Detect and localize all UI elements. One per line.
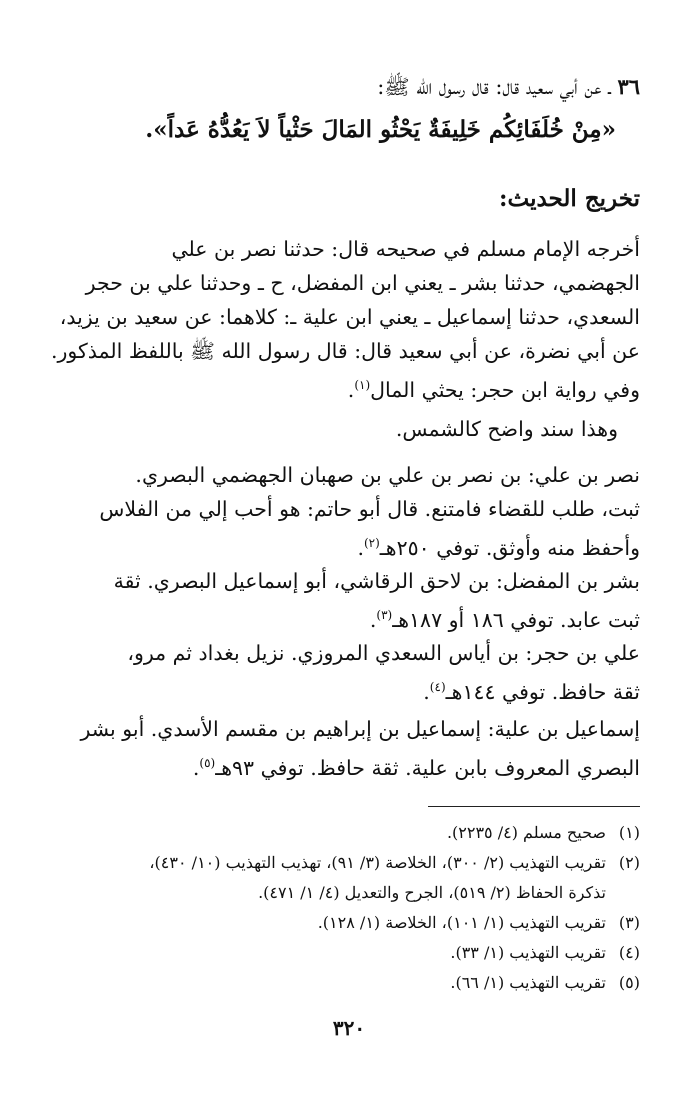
section-heading: تخريج الحديث:: [499, 185, 640, 212]
paragraph-line: السعدي، حدثنا إسماعيل ـ يعني ابن علية ـ: كلاهما: عن سعيد بن يزيد،: [59, 305, 640, 329]
paragraph-ismail: [40, 712, 640, 785]
paragraph-line: الجهضمي، حدثنا بشر ـ يعني ابن المفضل، ح ـ وحدثنا علي بن حجر: [85, 271, 640, 295]
paragraph-line: ثقة حافظ. توفي ١٤٤هـ$^{(٤)}$.: [423, 679, 640, 704]
paragraph-line-text: وأحفظ منه وأوثق. توفي ٢٥٠هـ: [379, 535, 640, 560]
footnote-number: (٤): [618, 943, 640, 962]
footnote-number: (٣): [618, 913, 640, 932]
footnote-ref[interactable]: (١): [354, 378, 371, 392]
paragraph-nasr: [40, 458, 640, 565]
hadith-text: «مِنْ خُلَفَائِكُم خَلِيفَةٌ يَحْثُو المَالَ حَثْياً لاَ يَعُدُّهُ عَداً».: [145, 116, 616, 143]
paragraph-line: علي بن حجر: بن أياس السعدي المروزي. نزيل بغداد ثم مرو،: [127, 641, 640, 665]
paragraph-sanad: [40, 412, 618, 446]
footnote: [40, 848, 640, 878]
footnote: [40, 908, 640, 938]
footnote: [40, 938, 640, 968]
footnote-text: صحيح مسلم (٤/ ٢٢٣٥).: [446, 823, 606, 842]
paragraph-line-text: ثبت عابد. توفي ١٨٦ أو ١٨٧هـ: [392, 607, 640, 632]
footnote: [40, 968, 640, 998]
footnote-ref[interactable]: (٣): [376, 608, 393, 622]
paragraph-line: إسماعيل بن علية: إسماعيل بن إبراهيم بن مقسم الأسدي. أبو بشر: [80, 717, 640, 741]
paragraph-bishr: [40, 564, 640, 637]
hadith-intro: [40, 70, 640, 104]
paragraph-line: وأحفظ منه وأوثق. توفي ٢٥٠هـ$^{(٢)}$.: [357, 535, 640, 560]
hadith-number: ٣٦: [617, 74, 640, 99]
footnote-text: تقريب التهذيب (١/ ١٠١)، الخلاصة (١/ ١٢٨).: [317, 913, 606, 932]
page-number: ٣٢٠: [332, 1016, 366, 1040]
footnotes: [40, 818, 640, 998]
paragraph-line: ثبت، طلب للقضاء فامتنع. قال أبو حاتم: هو أحب إلي من الفلاس: [99, 497, 640, 521]
footnote-ref[interactable]: (٥): [199, 756, 216, 770]
footnote-number: (١): [618, 823, 640, 842]
footnote-text: تقريب التهذيب (٢/ ٣٠٠)، الخلاصة (٣/ ٩١)، تهذيب التهذيب (١٠/ ٤٣٠)،: [149, 853, 606, 872]
paragraph-line-text: ثقة حافظ. توفي ١٤٤هـ: [445, 679, 640, 704]
paragraph-line: نصر بن علي: بن نصر بن علي بن صهبان الجهضمي البصري.: [135, 463, 640, 487]
paragraph-line: ثبت عابد. توفي ١٨٦ أو ١٨٧هـ$^{(٣)}$.: [369, 607, 640, 632]
paragraph-line: بشر بن المفضل: بن لاحق الرقاشي، أبو إسماعيل البصري. ثقة: [113, 569, 640, 593]
footnote-text: تقريب التهذيب (١/ ٣٣).: [450, 943, 606, 962]
paragraph-ali: [40, 636, 640, 709]
footnote-separator: [428, 806, 640, 807]
footnote-number: (٢): [618, 853, 640, 872]
hadith-intro-text: ـ عن أبي سعيد قال: قال رسول الله ﷺ:: [377, 75, 611, 99]
footnote-continuation: تذكرة الحفاظ (٢/ ٥١٩)، الجرح والتعديل (٤/ ١/ ٤٧١).: [258, 883, 606, 902]
footnote-ref[interactable]: (٤): [429, 680, 446, 694]
paragraph-line: عن أبي نضرة، عن أبي سعيد قال: قال رسول الله ﷺ باللفظ المذكور.: [51, 339, 640, 363]
paragraph-line: وهذا سند واضح كالشمس.: [395, 417, 618, 441]
paragraph-line: أخرجه الإمام مسلم في صحيحه قال: حدثنا نصر بن علي: [171, 237, 640, 261]
paragraph-takhrij: [40, 232, 640, 407]
paragraph-line: البصري المعروف بابن علية. ثقة حافظ. توفي ٩٣هـ$^{(٥)}$.: [192, 755, 640, 780]
footnote: [40, 818, 640, 848]
paragraph-line-text: البصري المعروف بابن علية. ثقة حافظ. توفي ٩٣هـ: [215, 755, 640, 780]
footnote-number: (٥): [618, 973, 640, 992]
paragraph-line: وفي رواية ابن حجر: يحثي المال$^{(١)}$.: [347, 377, 640, 402]
footnote-ref[interactable]: (٢): [363, 536, 380, 550]
footnote-text: تقريب التهذيب (١/ ٦٦).: [450, 973, 606, 992]
paragraph-line-text: وفي رواية ابن حجر: يحثي المال: [370, 377, 640, 402]
